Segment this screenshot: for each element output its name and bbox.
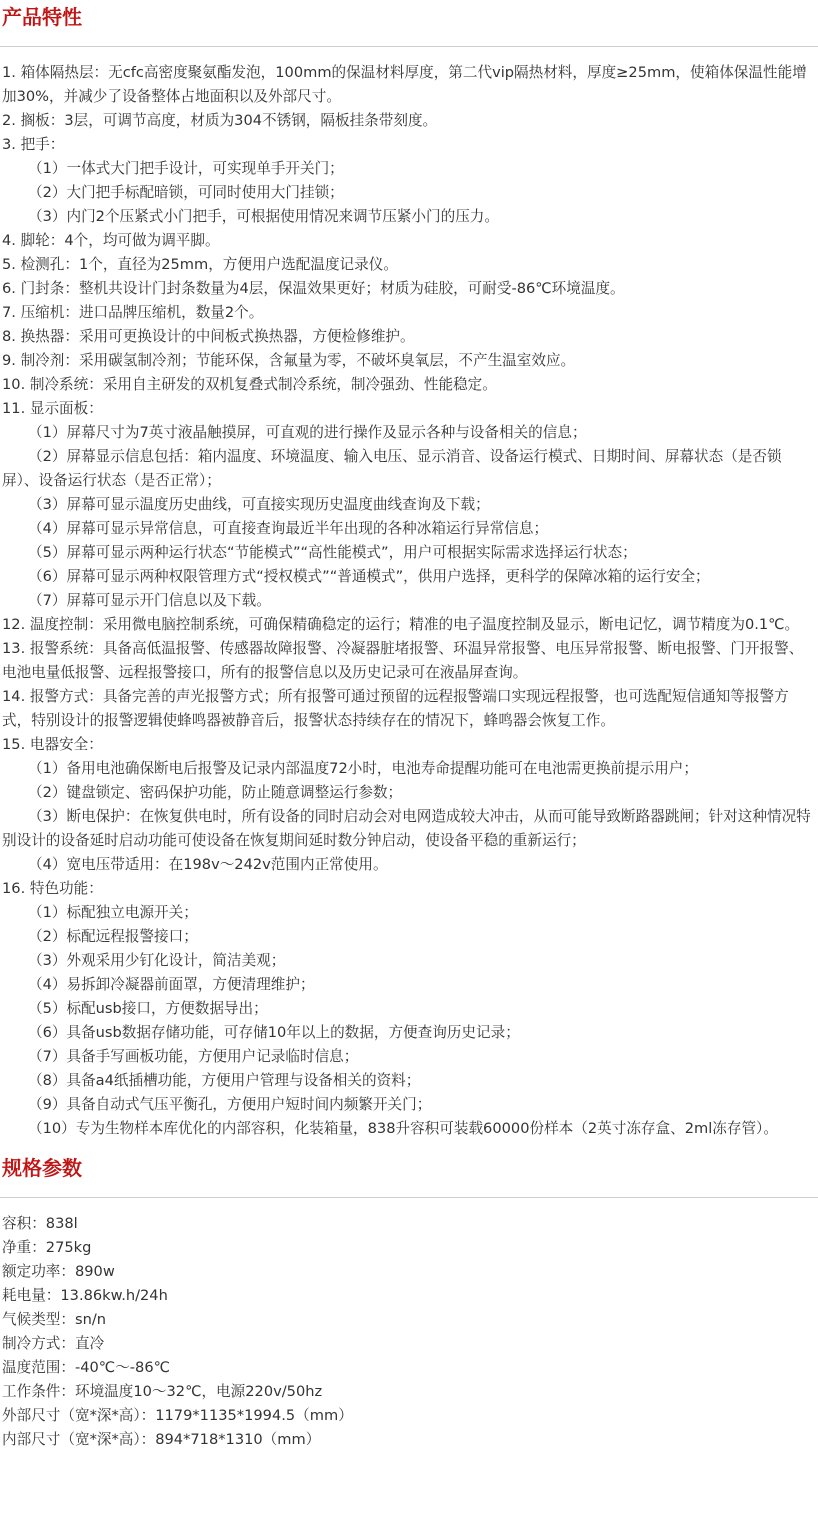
specs-list: [0, 1212, 818, 1452]
feature-subitem: （4）易拆卸冷凝器前面罩，方便清理维护；: [28, 976, 315, 993]
feature-subitem: （3）内门2个压紧式小门把手，可根据使用情况来调节压紧小门的压力。: [28, 208, 499, 225]
feature-item: 3. 把手：: [2, 136, 65, 153]
features-divider: [0, 46, 818, 47]
feature-item: 6. 门封条：整机共设计门封条数量为4层，保温效果更好；材质为硅胶，可耐受-86℃环境温度。: [2, 280, 625, 297]
feature-subitem: （10）专为生物样本库优化的内部容积，化装箱量，838升容积可装载60000份样本（2英寸冻存盒、2ml冻存管）。: [28, 1120, 778, 1137]
feature-item: 16. 特色功能：: [2, 880, 103, 897]
feature-item: 8. 换热器：采用可更换设计的中间板式换热器，方便检修维护。: [2, 328, 415, 345]
feature-item: 12. 温度控制：采用微电脑控制系统，可确保精确稳定的运行；精准的电子温度控制及显示，断电记忆，调节精度为0.1℃。: [2, 616, 800, 633]
feature-subitem: （6）具备usb数据存储功能，可存储10年以上的数据，方便查询历史记录；: [28, 1024, 520, 1041]
feature-item: 1. 箱体隔热层：无cfc高密度聚氨酯发泡，100mm的保温材料厚度，第二代vip隔热材料，厚度≥25mm，使箱体保温性能增加30%，并减少了设备整体占地面积以及外部尺寸。: [2, 64, 807, 105]
feature-subitem: （5）屏幕可显示两种运行状态“节能模式”“高性能模式”，用户可根据实际需求选择运行状态；: [28, 544, 637, 561]
features-list: [0, 61, 818, 1141]
feature-subitem: （9）具备自动式气压平衡孔，方便用户短时间内频繁开关门；: [28, 1096, 432, 1113]
specs-divider: [0, 1197, 818, 1198]
feature-subitem: （2）键盘锁定、密码保护功能，防止随意调整运行参数；: [28, 784, 403, 801]
feature-subitem: （3）断电保护：在恢复供电时，所有设备的同时启动会对电网造成较大冲击，从而可能导致断路器跳闸；针对这种情况特别设计的设备延时启动功能可使设备在恢复期间延时数分钟启动，使设备平稳的重新运行；: [2, 808, 811, 849]
feature-subitem: （2）标配远程报警接口；: [28, 928, 198, 945]
feature-subitem: （1）备用电池确保断电后报警及记录内部温度72小时，电池寿命提醒功能可在电池需更换前提示用户；: [28, 760, 698, 777]
spec-item: 制冷方式：直冷: [2, 1335, 105, 1352]
feature-subitem: （4）宽电压带适用：在198v～242v范围内正常使用。: [28, 856, 388, 873]
spec-item: 温度范围：-40℃～-86℃: [2, 1359, 171, 1376]
feature-item: 5. 检测孔：1个，直径为25mm，方便用户选配温度记录仪。: [2, 256, 398, 273]
spec-item: 耗电量：13.86kw.h/24h: [2, 1287, 168, 1304]
feature-subitem: （1）一体式大门把手设计，可实现单手开关门；: [28, 160, 344, 177]
features-title: 产品特性: [2, 5, 82, 29]
feature-subitem: （5）标配usb接口，方便数据导出；: [28, 1000, 268, 1017]
feature-subitem: （2）大门把手标配暗锁，可同时使用大门挂锁；: [28, 184, 344, 201]
feature-subitem: （8）具备a4纸插槽功能，方便用户管理与设备相关的资料；: [28, 1072, 421, 1089]
feature-subitem: （2）屏幕显示信息包括：箱内温度、环境温度、输入电压、显示消音、设备运行模式、日期时间、屏幕状态（是否锁屏）、设备运行状态（是否正常）；: [2, 448, 782, 489]
specs-title: 规格参数: [2, 1156, 82, 1180]
spec-item: 容积：838l: [2, 1215, 78, 1232]
feature-item: 7. 压缩机：进口品牌压缩机，数量2个。: [2, 304, 264, 321]
feature-subitem: （7）具备手写画板功能，方便用户记录临时信息；: [28, 1048, 359, 1065]
feature-item: 9. 制冷剂：采用碳氢制冷剂；节能环保，含氟量为零，不破坏臭氧层，不产生温室效应。: [2, 352, 576, 369]
feature-item: 11. 显示面板：: [2, 400, 103, 417]
feature-item: 4. 脚轮：4个，均可做为调平脚。: [2, 232, 220, 249]
spec-item: 净重：275kg: [2, 1239, 92, 1256]
feature-item: 13. 报警系统：具备高低温报警、传感器故障报警、冷凝器脏堵报警、环温异常报警、电压异常报警、断电报警、门开报警、电池电量低报警、远程报警接口，所有的报警信息以及历史记录可在液晶屏查询。: [2, 640, 804, 681]
feature-subitem: （1）标配独立电源开关；: [28, 904, 198, 921]
spec-item: 外部尺寸（宽*深*高）：1179*1135*1994.5（mm）: [2, 1407, 353, 1424]
feature-subitem: （6）屏幕可显示两种权限管理方式“授权模式”“普通模式”，供用户选择，更科学的保障冰箱的运行安全；: [28, 568, 710, 585]
feature-subitem: （1）屏幕尺寸为7英寸液晶触摸屏，可直观的进行操作及显示各种与设备相关的信息；: [28, 424, 587, 441]
feature-subitem: （7）屏幕可显示开门信息以及下载。: [28, 592, 271, 609]
feature-subitem: （3）屏幕可显示温度历史曲线，可直接实现历史温度曲线查询及下载；: [28, 496, 490, 513]
feature-item: 2. 搁板：3层，可调节高度，材质为304不锈钢，隔板挂条带刻度。: [2, 112, 438, 129]
feature-item: 10. 制冷系统：采用自主研发的双机复叠式制冷系统，制冷强劲、性能稳定。: [2, 376, 497, 393]
spec-item: 气候类型：sn/n: [2, 1311, 106, 1328]
feature-subitem: （3）外观采用少钉化设计，简洁美观；: [28, 952, 286, 969]
feature-item: 14. 报警方式：具备完善的声光报警方式；所有报警可通过预留的远程报警端口实现远程报警，也可选配短信通知等报警方式，特别设计的报警逻辑使蜂鸣器被静音后，报警状态持续存在的情况下，蜂鸣器会恢复工作。: [2, 688, 789, 729]
spec-item: 内部尺寸（宽*深*高）：894*718*1310（mm）: [2, 1431, 321, 1448]
feature-item: 15. 电器安全：: [2, 736, 103, 753]
specs-section: [0, 1151, 818, 1452]
spec-item: 额定功率：890w: [2, 1263, 115, 1280]
spec-item: 工作条件：环境温度10～32℃，电源220v/50hz: [2, 1383, 323, 1400]
feature-subitem: （4）屏幕可显示异常信息，可直接查询最近半年出现的各种冰箱运行异常信息；: [28, 520, 549, 537]
